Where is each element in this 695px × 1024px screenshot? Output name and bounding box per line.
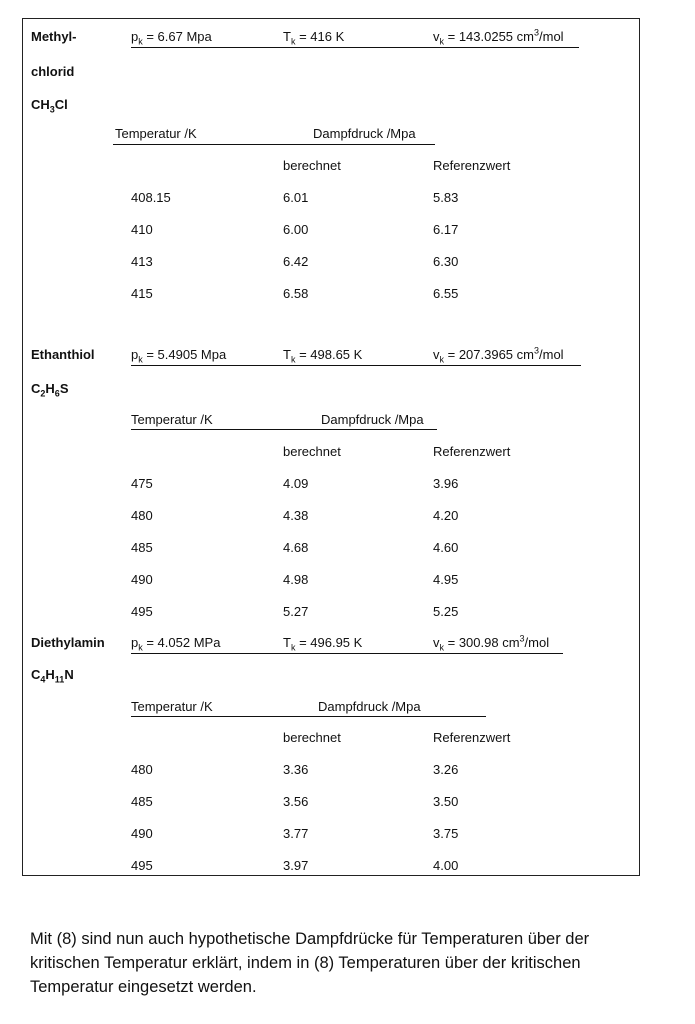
critical-volume: $v_k = 207.3965$ $cm^3$/mol xyxy=(433,345,564,365)
cell-reference: 5.25 xyxy=(433,604,459,619)
cell-temperature: 495 xyxy=(131,604,153,619)
body-paragraph xyxy=(30,927,670,999)
cell-temperature: 490 xyxy=(131,826,153,841)
critical-temperature: $T_k = 498.65$ K xyxy=(283,347,363,365)
cell-calculated: 3.97 xyxy=(283,858,309,873)
cell-temperature: 413 xyxy=(131,254,153,269)
critical-pressure: $p_k = 5.4905$ Mpa xyxy=(131,347,227,365)
cell-reference: 3.26 xyxy=(433,762,459,777)
column-header-underline xyxy=(113,144,435,145)
column-header-pressure: Dampfdruck /Mpa xyxy=(313,126,416,141)
substance-name-line: Methyl- xyxy=(31,29,77,44)
chemical-formula: $C_4H_{11}N$ xyxy=(31,667,74,685)
cell-temperature: 485 xyxy=(131,540,153,555)
cell-temperature: 410 xyxy=(131,222,153,237)
paragraph-line: kritischen Temperatur erklärt, indem in (8) Temperaturen über der kritischen xyxy=(30,954,581,972)
cell-reference: 6.30 xyxy=(433,254,459,269)
column-header-temperature: Temperatur /K xyxy=(115,126,197,141)
cell-calculated: 4.98 xyxy=(283,572,309,587)
column-header-temperature: Temperatur /K xyxy=(131,412,213,427)
critical-temperature: $T_k = 496.95$ K xyxy=(283,635,363,653)
cell-temperature: 480 xyxy=(131,508,153,523)
critical-pressure: $p_k = 6.67$ Mpa xyxy=(131,29,212,47)
critical-pressure: $p_k = 4.052$ MPa xyxy=(131,635,221,653)
cell-reference: 3.50 xyxy=(433,794,459,809)
cell-calculated: 4.09 xyxy=(283,476,309,491)
cell-reference: 3.96 xyxy=(433,476,459,491)
column-header-pressure: Dampfdruck /Mpa xyxy=(318,699,421,714)
table-frame xyxy=(22,18,640,876)
cell-calculated: 3.56 xyxy=(283,794,309,809)
column-header-calculated: berechnet xyxy=(283,158,341,173)
chemical-formula: $CH_3Cl$ xyxy=(31,97,68,115)
cell-temperature: 485 xyxy=(131,794,153,809)
cell-calculated: 3.77 xyxy=(283,826,309,841)
critical-volume: $v_k = 143.0255$ $cm^3$/mol xyxy=(433,27,564,47)
substance-name-line: Diethylamin xyxy=(31,635,105,650)
cell-reference: 4.20 xyxy=(433,508,459,523)
column-header-calculated: berechnet xyxy=(283,730,341,745)
cell-temperature: 475 xyxy=(131,476,153,491)
cell-temperature: 490 xyxy=(131,572,153,587)
critical-volume: $v_k = 300.98$ $cm^3$/mol xyxy=(433,633,550,653)
cell-calculated: 5.27 xyxy=(283,604,309,619)
substance-name-line: chlorid xyxy=(31,64,75,79)
paragraph-line: Mit (8) sind nun auch hypothetische Dampfdrücke für Temperaturen über der xyxy=(30,930,590,948)
header-underline xyxy=(131,47,579,48)
cell-calculated: 6.01 xyxy=(283,190,309,205)
header-underline xyxy=(131,365,581,366)
column-header-reference: Referenzwert xyxy=(433,158,511,173)
cell-temperature: 415 xyxy=(131,286,153,301)
cell-temperature: 480 xyxy=(131,762,153,777)
critical-temperature: $T_k = 416$ K xyxy=(283,29,345,47)
cell-reference: 3.75 xyxy=(433,826,459,841)
cell-calculated: 6.58 xyxy=(283,286,309,301)
column-header-reference: Referenzwert xyxy=(433,444,511,459)
cell-temperature: 408.15 xyxy=(131,190,171,205)
cell-reference: 6.55 xyxy=(433,286,459,301)
column-header-pressure: Dampfdruck /Mpa xyxy=(321,412,424,427)
cell-temperature: 495 xyxy=(131,858,153,873)
cell-reference: 4.00 xyxy=(433,858,459,873)
column-header-underline xyxy=(131,429,437,430)
cell-reference: 5.83 xyxy=(433,190,459,205)
cell-calculated: 3.36 xyxy=(283,762,309,777)
paragraph-line: Temperatur eingesetzt werden. xyxy=(30,978,257,996)
column-header-calculated: berechnet xyxy=(283,444,341,459)
cell-calculated: 6.42 xyxy=(283,254,309,269)
substance-name-line: Ethanthiol xyxy=(31,347,95,362)
column-header-underline xyxy=(131,716,486,717)
column-header-temperature: Temperatur /K xyxy=(131,699,213,714)
cell-calculated: 4.38 xyxy=(283,508,309,523)
cell-calculated: 6.00 xyxy=(283,222,309,237)
cell-reference: 4.60 xyxy=(433,540,459,555)
column-header-reference: Referenzwert xyxy=(433,730,511,745)
chemical-formula: $C_2H_6S$ xyxy=(31,381,69,399)
header-underline xyxy=(131,653,563,654)
cell-reference: 6.17 xyxy=(433,222,459,237)
cell-reference: 4.95 xyxy=(433,572,459,587)
cell-calculated: 4.68 xyxy=(283,540,309,555)
